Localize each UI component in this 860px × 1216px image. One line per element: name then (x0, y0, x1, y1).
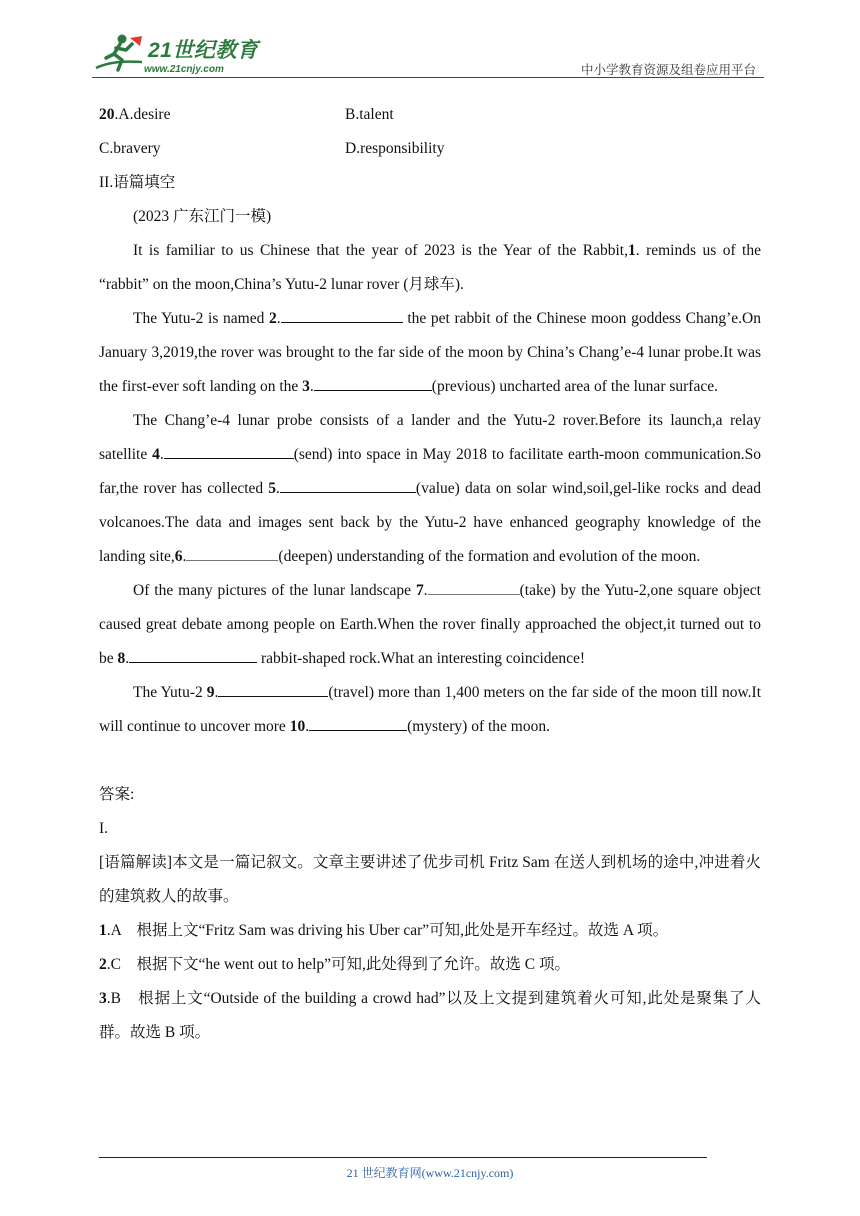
question-20-options-row2 (99, 132, 761, 166)
blank-number: 3 (302, 378, 310, 395)
option-d: D.responsibility (345, 140, 445, 157)
logo (92, 32, 262, 76)
question-number: 20 (99, 106, 115, 123)
passage-paragraph-1: It is familiar to us Chinese that the year of 2023 is the Year of the Rabbit,1. reminds us of the “rabbit” on the moon,China’s Yutu-2 lunar rover (月球车). (99, 242, 761, 293)
answer-blank (186, 542, 278, 561)
passage-paragraph-3: The Chang’e-4 lunar probe consists of a lander and the Yutu-2 rover.Before its launch,a relay satellite 4. (send) into space in May 2018 to facilitate earth-moon communication.So far,the rover has collected 5. (value) data on solar wind,soil,gel-like rocks and dead volcanoes.The data and images sent back by the Yutu-2 have enhanced geography knowledge of the landing site,6. (deepen) understanding of the formation and evolution of the moon. (99, 412, 761, 565)
answer-blank (428, 576, 520, 595)
answer-blank (164, 440, 294, 459)
answer-2: 2.C 根据下文“he went out to help”可知,此处得到了允许。故选 C 项。 (99, 956, 570, 973)
blank-number: 1 (627, 242, 636, 259)
document-body (99, 98, 761, 1050)
blank-number: 6 (174, 548, 183, 565)
answer-blank (281, 304, 403, 323)
source-note: (2023 广东江门一模) (133, 208, 272, 225)
passage-paragraph-2: The Yutu-2 is named 2. the pet rabbit of the Chinese moon goddess Chang’e.On January 3,2019,the rover was brought to the far side of the moon by China’s Chang’e-4 lunar probe.It was the first-ever soft landing on the 3. (previous) uncharted area of the lunar surface. (99, 302, 761, 404)
passage-paragraph-4: Of the many pictures of the lunar landscape 7. (take) by the Yutu-2,one square object caused great debate among people on Earth.When the rover finally approached the object,it turned out to be 8. rabbit-shaped rock.What an interesting coincidence! (99, 574, 761, 676)
header-divider (92, 77, 764, 78)
option-c: C.bravery (99, 140, 161, 157)
logo-text: 21世纪教育 (148, 39, 259, 62)
blank-number: 8 (117, 650, 126, 667)
section-title: II.语篇填空 (99, 174, 176, 191)
platform-title: 中小学教育资源及组卷应用平台 (580, 62, 756, 77)
answer-blank (218, 678, 328, 697)
answers-part: I. (99, 820, 109, 837)
answer-blank (314, 372, 432, 391)
option-a: .A.desire (114, 106, 171, 123)
logo-url: www.21cnjy.com (144, 64, 224, 75)
answer-blank (280, 474, 416, 493)
blank-number: 10 (289, 718, 306, 735)
answer-blank (129, 644, 257, 663)
footer-divider (99, 1157, 707, 1158)
page-header (92, 30, 764, 78)
passage-paragraph-5: The Yutu-2 9. (travel) more than 1,400 meters on the far side of the moon till now.It will continue to uncover more 10. (mystery) of the moon. (99, 676, 761, 744)
runner-logo-icon (92, 32, 148, 76)
page-footer: 21 世纪教育网(www.21cnjy.com) (346, 1166, 514, 1180)
answer-1: 1.A 根据上文“Fritz Sam was driving his Uber car”可知,此处是开车经过。故选 A 项。 (99, 922, 669, 939)
blank-number: 2 (269, 310, 277, 327)
blank-number: 4 (152, 446, 160, 463)
answer-3: 3.B 根据上文“Outside of the building a crowd had”以及上文提到建筑着火可知,此处是聚集了人群。故选 B 项。 (99, 990, 761, 1041)
question-20-options-row1 (99, 98, 761, 132)
answer-blank (309, 712, 407, 731)
answers-heading: 答案: (99, 786, 135, 803)
blank-number: 5 (268, 480, 277, 497)
option-b: B.talent (345, 106, 394, 123)
passage-analysis: [语篇解读]本文是一篇记叙文。文章主要讲述了优步司机 Fritz Sam 在送人到机场的途中,冲进着火的建筑救人的故事。 (99, 854, 761, 905)
blank-number: 9 (206, 684, 215, 701)
blank-number: 7 (415, 582, 424, 599)
